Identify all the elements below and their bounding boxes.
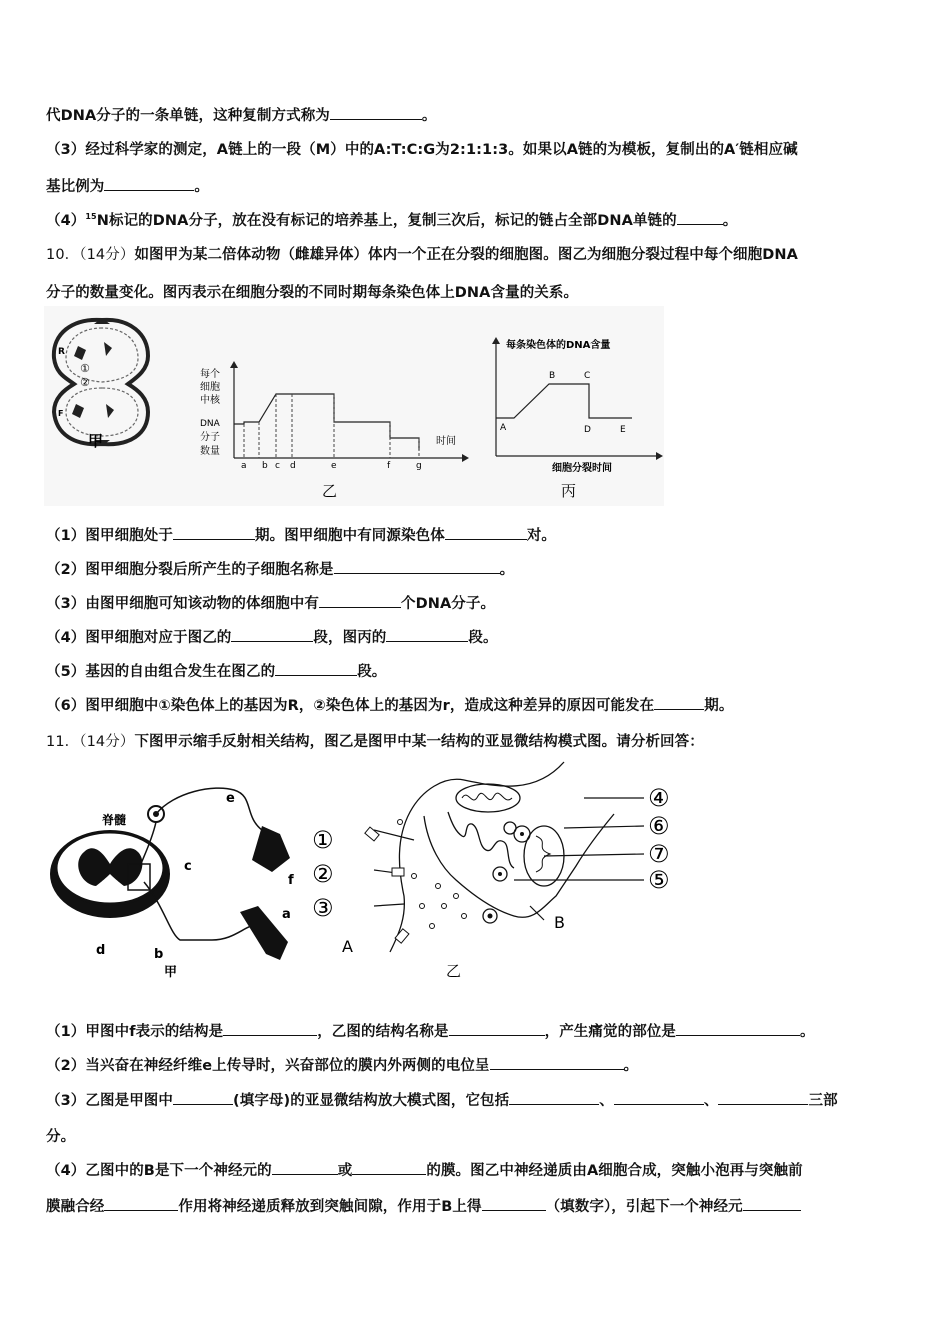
- q11-part-3-cont: 分。: [46, 1129, 76, 1145]
- figure-label-yi: 乙: [446, 962, 462, 980]
- chromosome-label-2: ②: [80, 376, 90, 389]
- presynaptic-membrane: [390, 762, 564, 952]
- q10-part-6: （6）图甲细胞中①染色体上的基因为R，②染色体上的基因为r，造成这种差异的原因可能发在 期。: [46, 694, 733, 715]
- membrane-folds: [448, 812, 514, 868]
- blank[interactable]: [677, 210, 723, 225]
- yi-tick: d: [290, 461, 296, 471]
- yi-tick: g: [416, 461, 422, 471]
- label-e: e: [226, 791, 235, 806]
- q10-part-3: （3）由图甲细胞可知该动物的体细胞中有 个DNA分子。: [46, 592, 495, 613]
- blank[interactable]: [482, 1196, 546, 1211]
- blank[interactable]: [223, 1021, 317, 1036]
- blank[interactable]: [676, 1021, 800, 1036]
- q10-part-2: （2）图甲细胞分裂后所产生的子细胞名称是 。: [46, 558, 514, 579]
- blank[interactable]: [173, 525, 255, 540]
- mitochondrion: [456, 784, 520, 812]
- question-10-line-1: 10．（14分）如图甲为某二倍体动物（雌雄异体）体内一个正在分裂的细胞图。图乙为细胞分裂过程中每个细胞DNA: [46, 247, 798, 263]
- label-a: a: [282, 907, 291, 922]
- label-spinal-cord: 脊髓: [102, 813, 127, 827]
- blank[interactable]: [231, 627, 313, 642]
- q10-part-5: （5）基因的自由组合发生在图乙的 段。: [46, 660, 386, 681]
- label-4: ④: [648, 784, 670, 812]
- q11-part-2: （2）当兴奋在神经纤维e上传导时，兴奋部位的膜内外两侧的电位呈 。: [46, 1054, 638, 1075]
- label-5: ⑤: [648, 866, 670, 894]
- blank[interactable]: [509, 1090, 599, 1105]
- label-f: f: [288, 873, 294, 888]
- blank[interactable]: [490, 1055, 624, 1070]
- gene-label-r: R: [58, 347, 65, 357]
- yi-ylabel: 数量: [200, 446, 220, 457]
- blank[interactable]: [445, 525, 527, 540]
- bing-point-e: E: [620, 425, 626, 435]
- question-11: 11．（14分）下图甲示缩手反射相关结构，图乙是图甲中某一结构的亚显微结构模式图。请分析回答：: [46, 734, 704, 750]
- label-B: B: [554, 913, 565, 932]
- label-1: ①: [312, 826, 334, 854]
- text-line-2: （3）经过科学家的测定，A链上的一段（M）中的A:T:C:G为2:1:1:3。如果以A链的为模板，复制出的A′链相应碱: [46, 142, 798, 158]
- blank[interactable]: [275, 661, 357, 676]
- label-A: A: [342, 937, 353, 956]
- yi-xlabel: 时间: [436, 436, 456, 447]
- figure-11: [44, 756, 704, 992]
- q10-part-4: （4）图甲细胞对应于图乙的 段，图丙的 段。: [46, 626, 498, 647]
- figure-label-yi: 乙: [322, 482, 338, 500]
- blank[interactable]: [614, 1090, 704, 1105]
- effector-a: [240, 906, 288, 960]
- yi-ylabel: 中核: [200, 395, 220, 406]
- label-3: ③: [312, 894, 334, 922]
- blank[interactable]: [272, 1160, 338, 1175]
- figure-label-jia: 甲: [164, 965, 178, 980]
- yi-ylabel: 分子: [200, 432, 220, 443]
- blank[interactable]: [449, 1021, 545, 1036]
- blank[interactable]: [743, 1196, 801, 1211]
- label-c: c: [184, 859, 192, 874]
- figure-label-bing: 丙: [561, 482, 577, 500]
- yi-tick: a: [241, 461, 247, 471]
- blank[interactable]: [104, 1196, 178, 1211]
- bing-xlabel: 细胞分裂时间: [552, 463, 612, 474]
- label-6: ⑥: [648, 812, 670, 840]
- reflex-arc-jia: [50, 788, 294, 980]
- bing-point-b: B: [549, 371, 556, 381]
- q11-part-4-cont: 膜融合经 作用将神经递质释放到突触间隙，作用于B上得 （填数字），引起下一个神经元: [46, 1195, 801, 1216]
- chromosome-label-1: ①: [80, 362, 90, 375]
- blank[interactable]: [654, 695, 704, 710]
- blank[interactable]: [319, 593, 401, 608]
- text-line-4: $(4)^{15}N$标记的DNA分子，放在没有标记的培养基上，复制三次后，标记的链占全部DNA单链的 。: [46, 209, 737, 230]
- label-7: ⑦: [648, 840, 670, 868]
- figure-label-jia: 甲: [88, 432, 104, 450]
- yi-ylabel: 细胞: [200, 382, 220, 393]
- blank[interactable]: [104, 176, 194, 191]
- label-b: b: [154, 947, 164, 962]
- bing-point-c: C: [584, 371, 591, 381]
- figure-10: [44, 306, 664, 506]
- question-10-line-2: 分子的数量变化。图丙表示在细胞分裂的不同时期每条染色体上DNA含量的关系。: [46, 285, 579, 301]
- yi-tick: b: [262, 461, 268, 471]
- afferent-nerve-e: [156, 788, 262, 830]
- blank[interactable]: [334, 559, 500, 574]
- synapse-yi: [312, 762, 670, 980]
- leader-1: [374, 830, 414, 840]
- yi-tick: f: [387, 461, 391, 471]
- label-2: ②: [312, 860, 334, 888]
- yi-tick: c: [275, 461, 280, 471]
- bing-ylabel: 每条染色体的DNA含量: [506, 340, 611, 351]
- label-d: d: [96, 943, 106, 958]
- q11-part-1: （1）甲图中f表示的结构是 ，乙图的结构名称是 ，产生痛觉的部位是 。: [46, 1020, 815, 1041]
- q11-part-3: （3）乙图是甲图中 (填字母)的亚显微结构放大模式图，它包括 、 、 三部: [46, 1089, 838, 1110]
- blank[interactable]: [173, 1090, 233, 1105]
- bing-point-a: A: [500, 423, 507, 433]
- text-line-1: 代DNA分子的一条单链，这种复制方式称为 。: [46, 104, 437, 125]
- blank[interactable]: [352, 1160, 426, 1175]
- blank[interactable]: [330, 105, 422, 120]
- blank[interactable]: [386, 627, 468, 642]
- bing-point-d: D: [584, 425, 591, 435]
- receptor-f: [252, 826, 290, 872]
- leader-7: [544, 854, 644, 856]
- q10-part-1: （1）图甲细胞处于 期。图甲细胞中有同源染色体 对。: [46, 524, 556, 545]
- postsynaptic-membrane: [424, 814, 614, 917]
- q11-part-4: （4）乙图中的B是下一个神经元的 或 的膜。图乙中神经递质由A细胞合成，突触小泡再与突触前: [46, 1159, 803, 1180]
- gene-label-f: F: [58, 409, 64, 418]
- yi-ylabel: DNA: [200, 419, 220, 429]
- leader-3: [374, 904, 404, 906]
- yi-tick: e: [331, 461, 337, 471]
- text-line-3: 基比例为 。: [46, 175, 209, 196]
- receptor-marker: [365, 827, 379, 841]
- yi-ylabel: 每个: [200, 369, 220, 380]
- blank[interactable]: [718, 1090, 808, 1105]
